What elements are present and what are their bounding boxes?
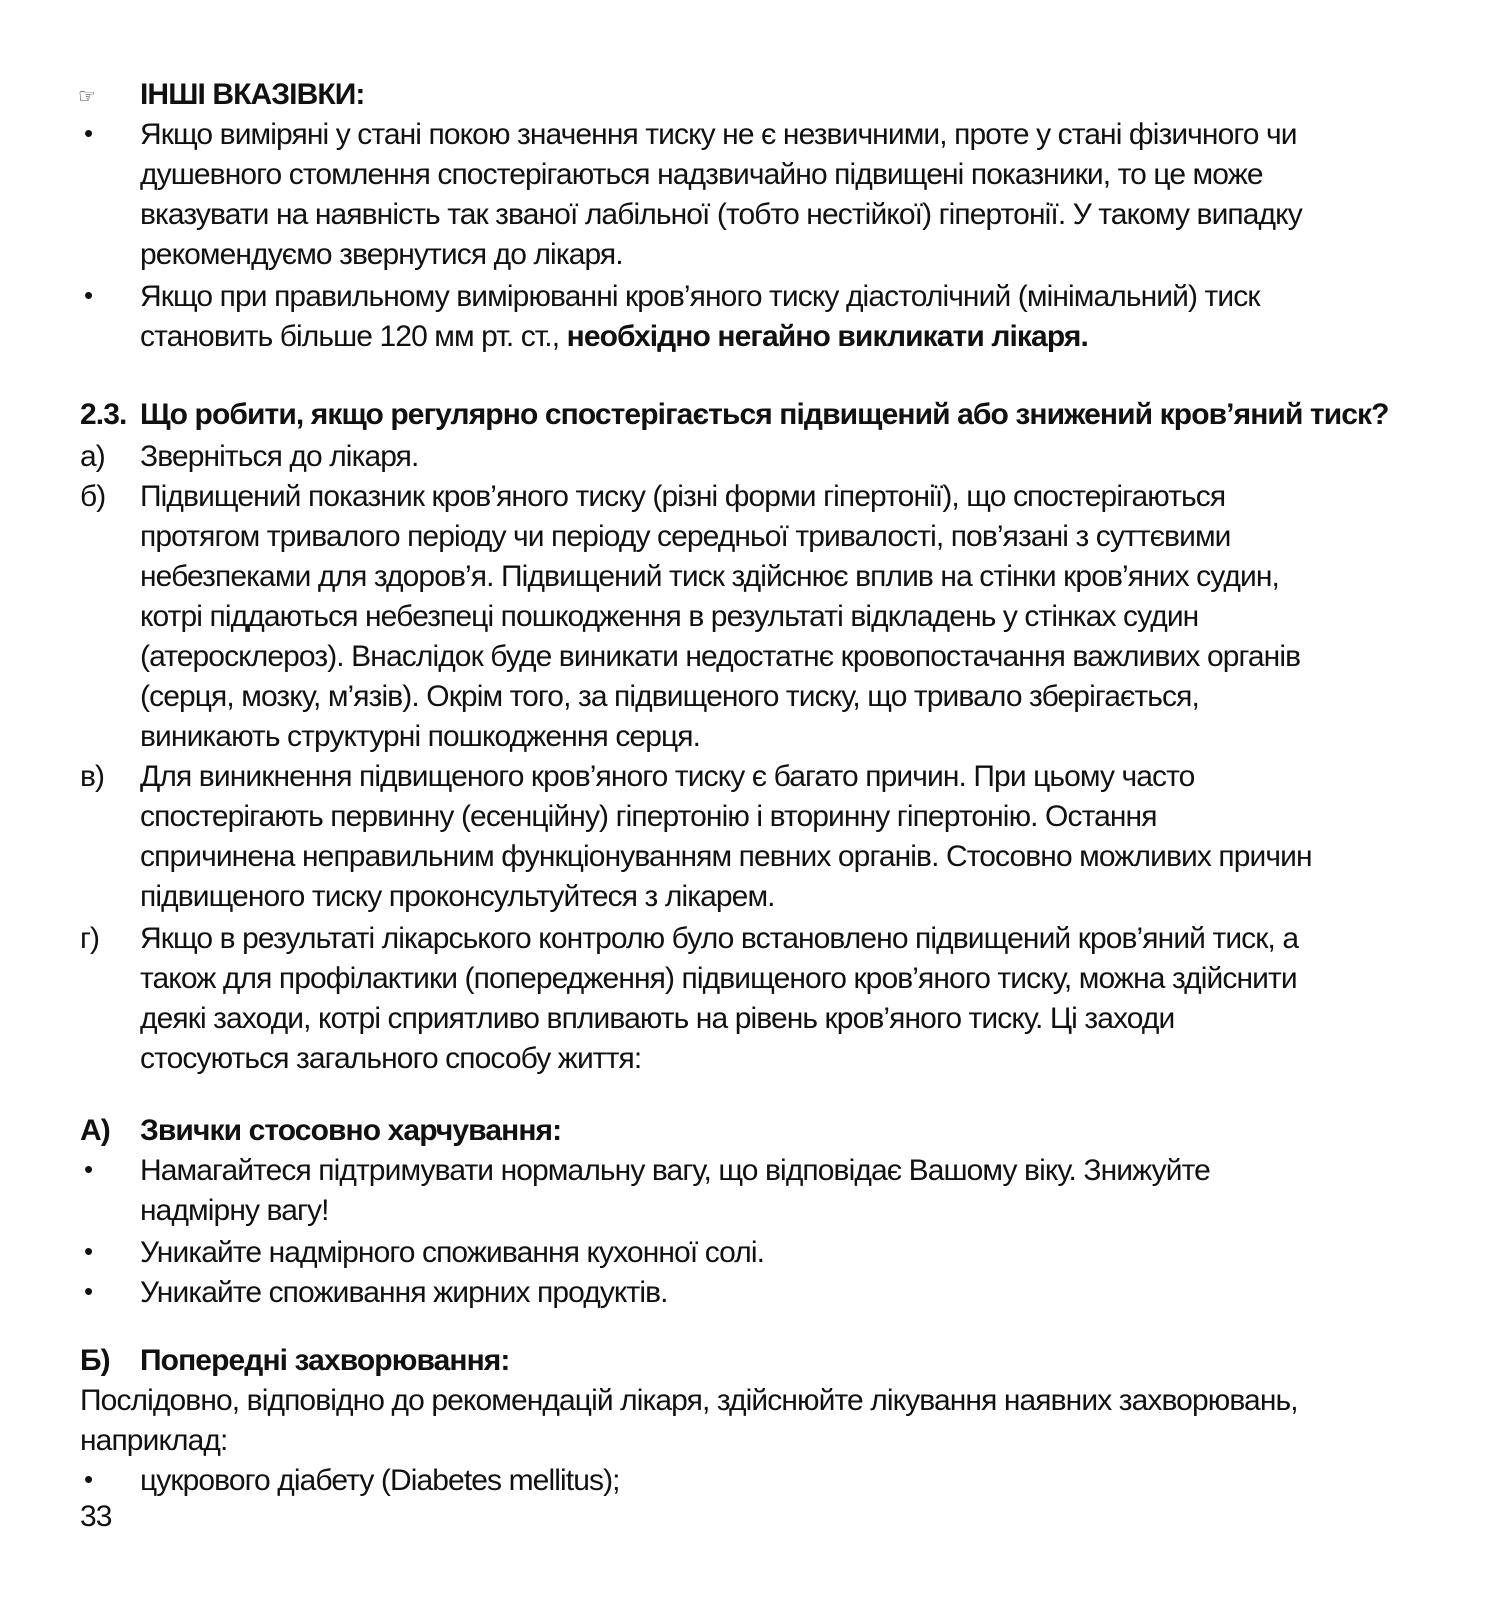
text-line: спостерігають первинну (есенційну) гіпертонію і вторинну гіпертонію. Остання: [140, 800, 1157, 833]
text-line: Якщо в результаті лікарського контролю було встановлено підвищений кров’яний тиск, а: [140, 922, 1299, 955]
text-line: Зверніться до лікаря.: [140, 440, 419, 473]
text-plain: становить більше 120 мм рт. ст.,: [140, 320, 567, 353]
section-title: Що робити, якщо регулярно спостерігається підвищений або знижений кров’яний тиск?: [140, 398, 1389, 431]
text-line: котрі піддаються небезпеці пошкодження в результаті відкладень у стінках судин: [140, 600, 1199, 633]
bullet-icon: •: [84, 1464, 93, 1494]
habits-title: Звички стосовно харчування:: [140, 1114, 562, 1147]
text-line: Уникайте надмірного споживання кухонної солі.: [140, 1236, 765, 1269]
text-line: протягом тривалого періоду чи періоду середньої тривалості, пов’язані з суттєвими: [140, 520, 1231, 553]
text-line: Для виникнення підвищеного кров’яного тиску є багато причин. При цьому часто: [140, 760, 1195, 793]
notes-title: ІНШІ ВКАЗІВКИ:: [140, 78, 365, 111]
diseases-title: Попередні захворювання:: [140, 1344, 510, 1377]
text-line: Намагайтеся підтримувати нормальну вагу, що відповідає Вашому віку. Знижуйте: [140, 1154, 1210, 1187]
text-line: також для профілактики (попередження) підвищеного кров’яного тиску, можна здійснити: [140, 962, 1297, 995]
bullet-icon: •: [84, 1154, 93, 1184]
text-line: стосуються загального способу життя:: [140, 1042, 642, 1075]
text-line: деякі заходи, котрі сприятливо впливають на рівень кров’яного тиску. Ці заходи: [140, 1002, 1175, 1035]
text-line: душевного стомлення спостерігаються надзвичайно підвищені показники, то це може: [140, 158, 1263, 191]
text-line: виникають структурні пошкодження серця.: [140, 720, 701, 753]
list-marker: г): [80, 922, 100, 955]
bullet-icon: •: [84, 1236, 93, 1266]
warning-text: необхідно негайно викликати лікаря.: [566, 320, 1088, 353]
list-marker: в): [80, 760, 105, 793]
bullet-icon: •: [84, 1276, 93, 1306]
text-line: (серця, мозку, м’язів). Окрім того, за підвищеного тиску, що тривало зберігається,: [140, 680, 1199, 713]
text-line: небезпеками для здоров’я. Підвищений тиск здійснює вплив на стінки кров’яних судин,: [140, 560, 1279, 593]
text-line: Уникайте споживання жирних продуктів.: [140, 1276, 668, 1309]
text-line: рекомендуємо звернутися до лікаря.: [140, 238, 623, 271]
text-line: [140, 320, 1088, 354]
list-marker: б): [80, 480, 106, 513]
list-marker: а): [80, 440, 105, 473]
page-number: 33: [80, 1500, 112, 1533]
text-line: спричинена неправильним функціонуванням певних органів. Стосовно можливих причин: [140, 840, 1312, 873]
bullet-icon: •: [84, 118, 93, 148]
text-line: цукрового діабету (Diabetes mellitus);: [140, 1464, 620, 1497]
text-line: надмірну вагу!: [140, 1194, 329, 1227]
text-line: Якщо виміряні у стані покою значення тиску не є незвичними, проте у стані фізичного чи: [140, 118, 1297, 151]
text-line: підвищеного тиску проконсультуйтеся з лікарем.: [140, 880, 775, 913]
text-line: Якщо при правильному вимірюванні кров’яного тиску діастолічний (мінімальний) тиск: [140, 280, 1260, 313]
pointing-hand-icon: ☞: [78, 86, 96, 108]
bullet-icon: •: [84, 280, 93, 310]
section-number: 2.3.: [80, 398, 127, 431]
list-marker: А): [80, 1114, 110, 1147]
list-marker: Б): [80, 1344, 110, 1377]
paragraph-line: Послідовно, відповідно до рекомендацій лікаря, здійснюйте лікування наявних захворювань,: [80, 1384, 1298, 1417]
paragraph-line: наприклад:: [80, 1424, 228, 1457]
text-line: (атеросклероз). Внаслідок буде виникати недостатнє кровопостачання важливих органів: [140, 640, 1301, 673]
text-line: вказувати на наявність так званої лабільної (тобто нестійкої) гіпертонії. У такому випадку: [140, 198, 1302, 231]
text-line: Підвищений показник кров’яного тиску (різні форми гіпертонії), що спостерігаються: [140, 480, 1226, 513]
